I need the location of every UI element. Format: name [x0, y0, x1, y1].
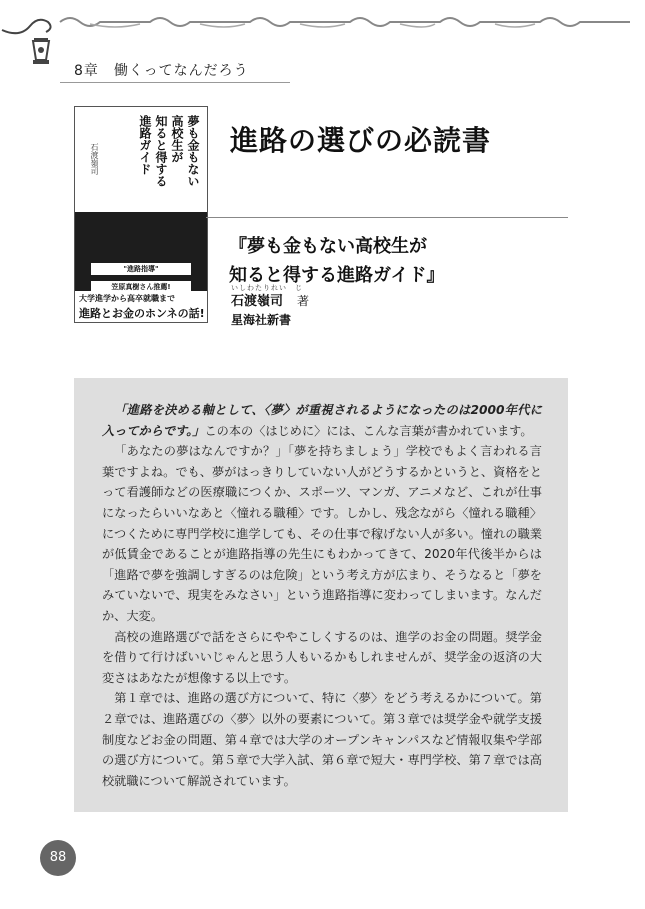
paragraph: 高校の進路選びで話をさらにややこしくするのは、進学のお金の問題。奨学金を借りて行けばいいじゃんと思う人もいるかもしれませんが、奨学金の返済の大変さはあなたが想像する以上です。: [102, 629, 542, 685]
publisher: 星海社新書: [231, 313, 292, 327]
cover-band-line: 進路とお金のホンネの話!: [79, 307, 205, 320]
page-number: 88: [40, 840, 76, 876]
author-name: 石渡嶺司: [231, 294, 284, 309]
chapter-title: 8章 働くってなんだろう: [74, 63, 249, 79]
cover-title-line: 高校生が: [170, 115, 184, 163]
book-title-line: 知ると得する進路ガイド』: [229, 265, 445, 286]
review-panel: [74, 378, 568, 812]
paragraph: [102, 400, 542, 441]
cover-recommend-label: "進路指導": [91, 263, 191, 275]
cover-title-line: 夢も金もない: [186, 115, 200, 187]
section-heading: 進路の選びの必読書: [230, 124, 492, 157]
lead-quote: 「進路を決める軸として、〈夢〉が重視されるようになったのは2000年代に入ってからです。」: [102, 403, 542, 438]
author-ruby: いしわたりれい じ: [231, 284, 303, 292]
cover-recommend-text: 笠原真樹さん推薦!: [91, 281, 191, 293]
author-role: 著: [297, 294, 310, 308]
heading-divider: [206, 217, 568, 218]
chapter-divider: [60, 82, 290, 83]
author-line: [231, 290, 309, 309]
cover-band-line: 大学進学から高卒就職まで: [79, 294, 175, 303]
cover-author: 石渡嶺司: [90, 143, 99, 175]
lantern-icon: [33, 38, 49, 64]
book-title-line: 『夢も金もない高校生が: [229, 236, 427, 257]
cover-title-line: 知ると得する: [154, 115, 168, 187]
paragraph-text: この本の〈はじめに〉には、こんな言葉が書かれています。: [204, 423, 533, 438]
cover-title-line: 進路ガイド: [138, 115, 152, 175]
paragraph: 第１章では、進路の選び方について、特に〈夢〉をどう考えるかについて。第２章では、進路選びの〈夢〉以外の要素について。第３章では奨学金や就学支援制度などお金の問題、第４章では大学のオープンキャンパスなど情報収集や学部の選び方について。第５章で大学入試、第６章で短大・専門学校、第７章では高校就職について解説されています。: [102, 691, 542, 788]
paragraph: 「あなたの夢はなんですか？」「夢を持ちましょう」学校でもよく言われる言葉ですよね。でも、夢がはっきりしていない人がどうするかというと、資格をとって看護師などの医療職につくか、スポーツ、マンガ、アニメなど、これが仕事になったらいいなあと〈憧れる職種〉です。しかし、残念ながら〈憧れる職種〉につくために専門学校に進学しても、その仕事で稼げない人が多い。憧れの職業が低賃金であることが進路指導の先生にもわかってきて、2020年代後半からは「進路で夢を強調しすぎるのは危険」という考え方が広まり、そうなると「夢をみていないで、現実をみなさい」という進路指導に変わってしまいます。なんだか、大変。: [102, 444, 542, 623]
review-text: [102, 400, 542, 791]
book-cover: [74, 106, 208, 323]
